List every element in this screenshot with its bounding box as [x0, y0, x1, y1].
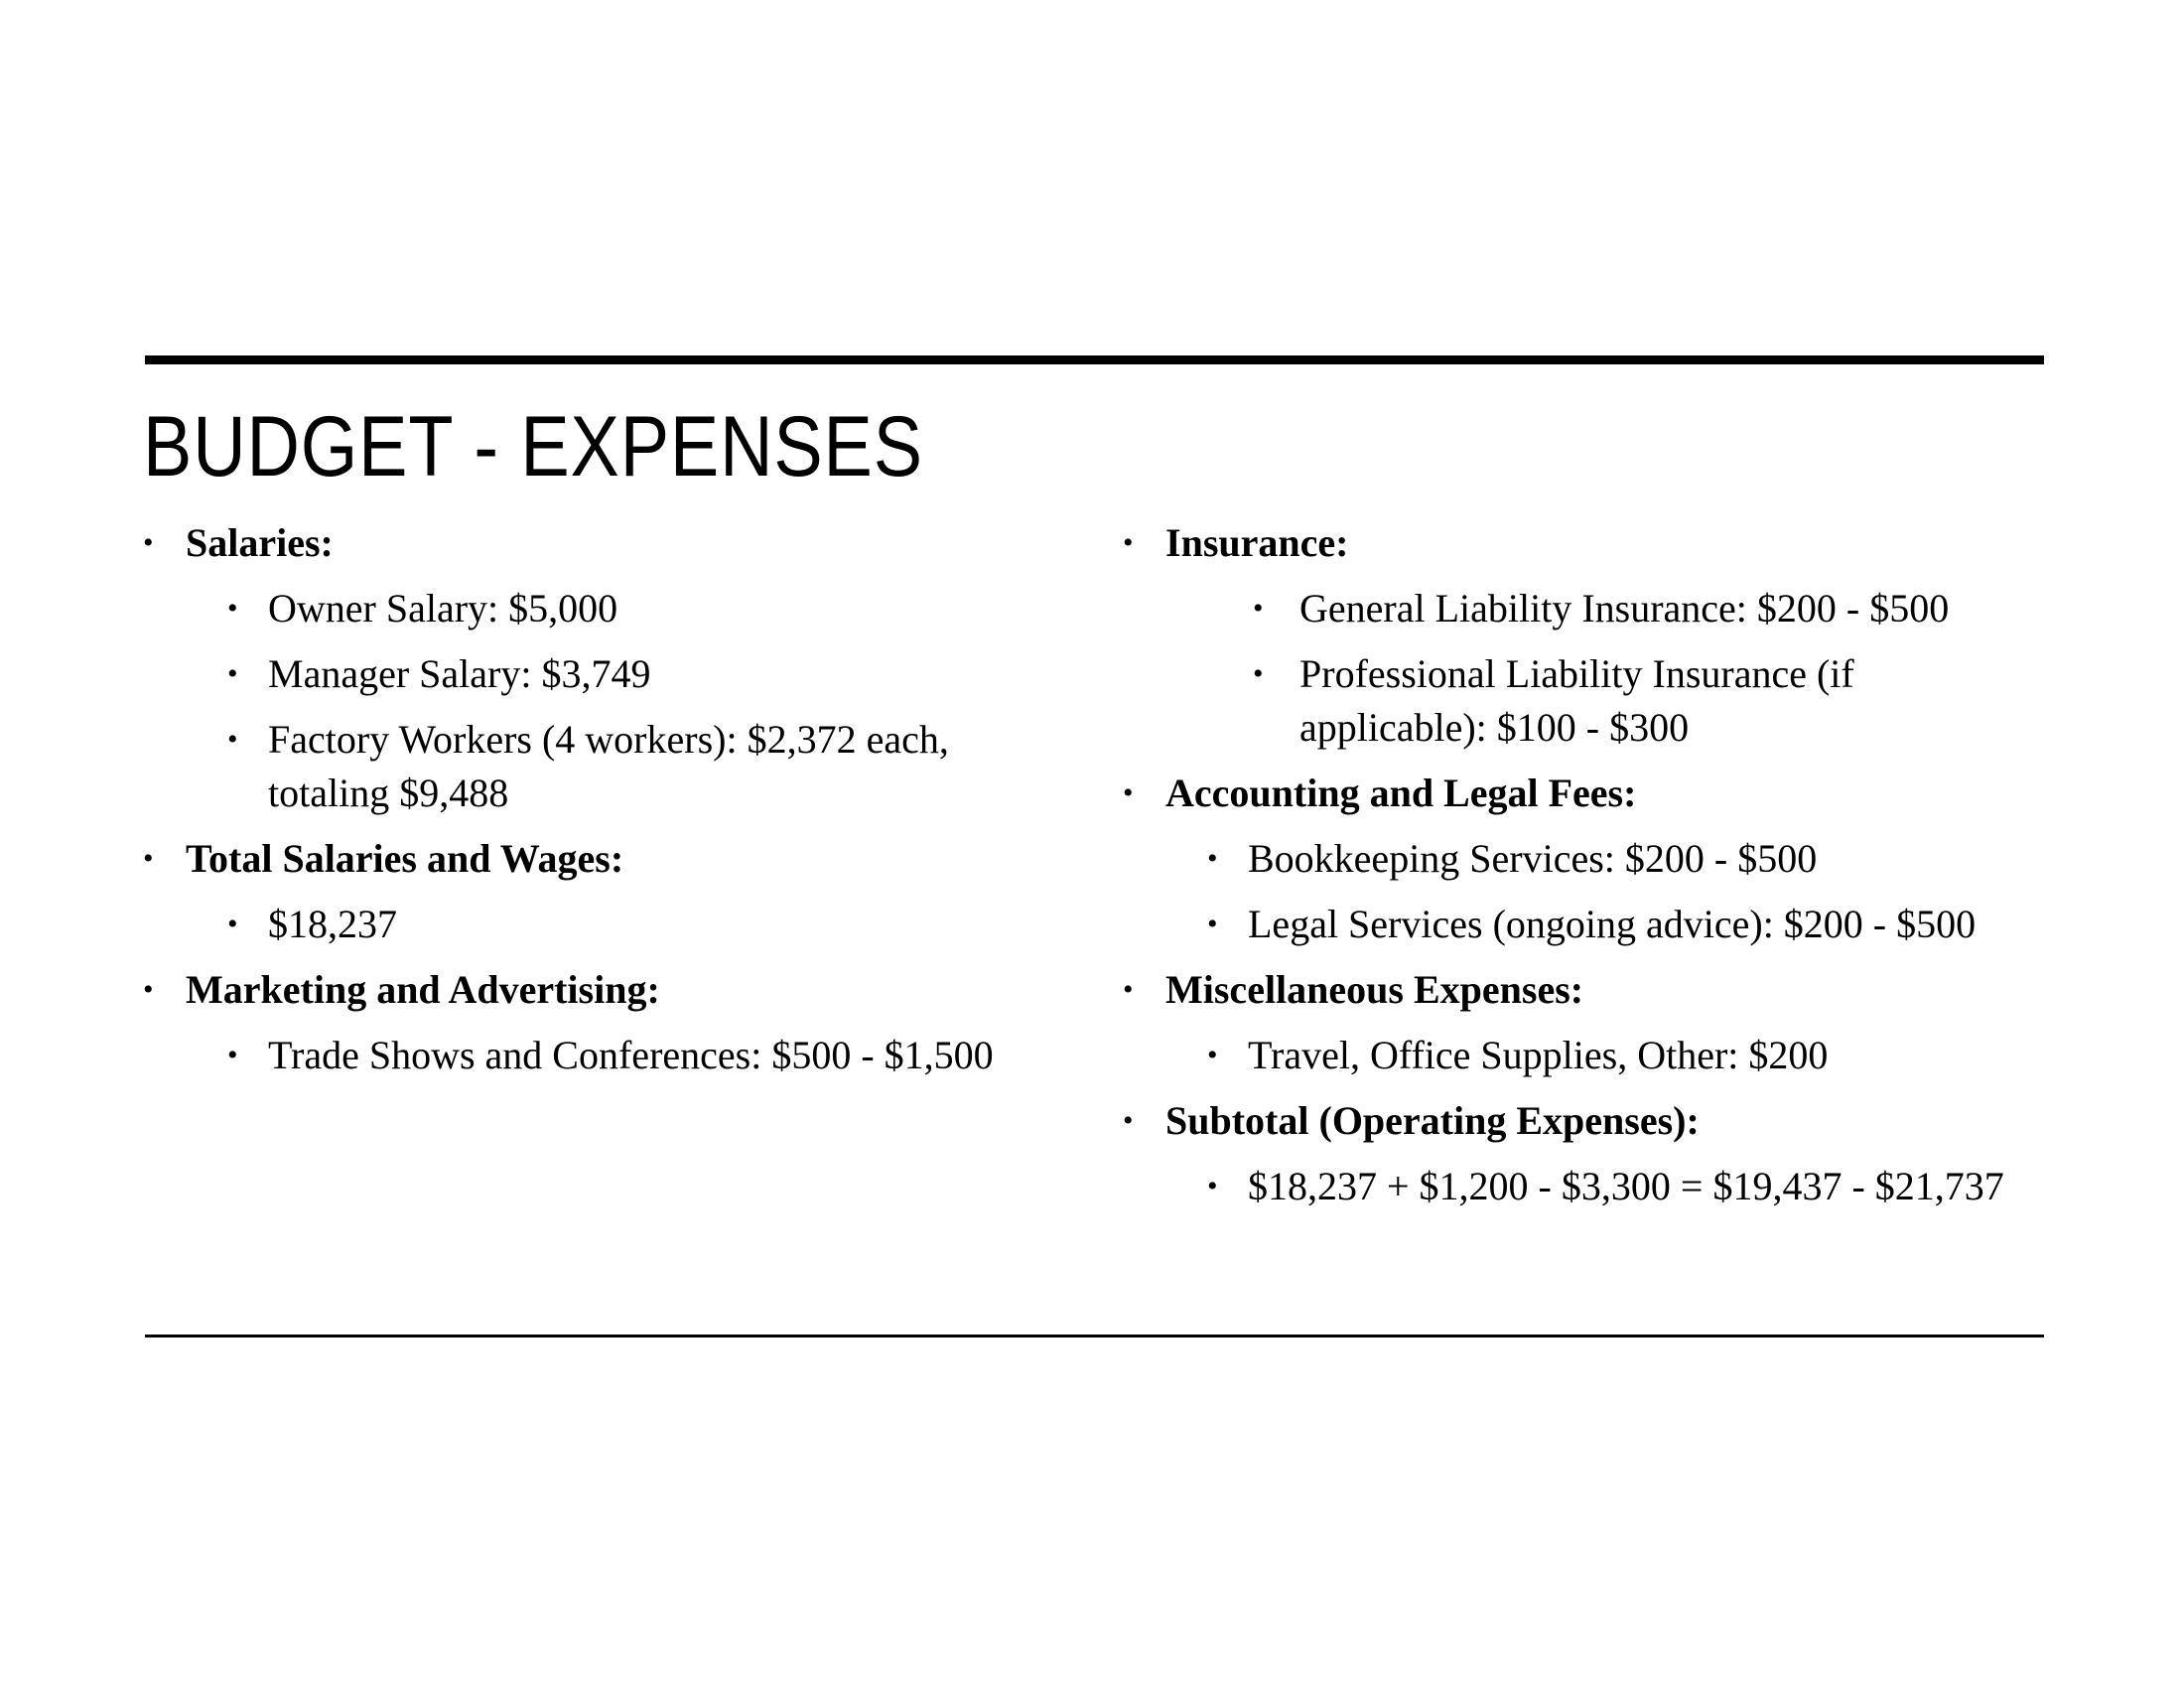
section-heading: Subtotal (Operating Expenses):: [1165, 1098, 1700, 1143]
sub-list-item: • Travel, Office Supplies, Other: $200: [1165, 1029, 2056, 1082]
bullet-icon: •: [143, 842, 154, 875]
section-heading: Marketing and Advertising:: [186, 967, 660, 1012]
sub-list-item: • Professional Liability Insurance (if applicable): $100 - $300: [1165, 647, 1935, 755]
right-column: [1123, 516, 2056, 1225]
sub-list: [186, 582, 1096, 820]
slide-title: BUDGET - EXPENSES: [143, 399, 923, 494]
bullet-icon: •: [1207, 1170, 1218, 1202]
sub-list: [1165, 832, 2056, 951]
bullet-icon: •: [1207, 1039, 1218, 1071]
section-heading: Salaries:: [186, 520, 334, 565]
bullet-icon: •: [227, 592, 238, 625]
sub-list-item: • $18,237: [186, 898, 1096, 951]
bullet-icon: •: [1253, 657, 1264, 690]
list-item-subtotal: [1123, 1094, 2056, 1213]
sub-list-item: • Legal Services (ongoing advice): $200 - $500: [1165, 898, 2056, 951]
bullet-icon: •: [227, 723, 238, 756]
bullet-icon: •: [227, 657, 238, 690]
list-item-total-salaries: [143, 832, 1096, 951]
bullet-icon: •: [1123, 973, 1134, 1006]
bottom-rule: [145, 1335, 2044, 1337]
list-item-marketing: [143, 963, 1096, 1082]
sub-list: [186, 898, 1096, 951]
sub-list-item: • Factory Workers (4 workers): $2,372 each, totaling $9,488: [186, 713, 1023, 820]
sub-list: [1165, 1029, 2056, 1082]
bullet-icon: •: [1123, 1104, 1134, 1137]
section-heading: Accounting and Legal Fees:: [1165, 771, 1637, 815]
bullet-icon: •: [1207, 908, 1218, 940]
left-list: [143, 516, 1096, 1082]
section-heading: Insurance:: [1165, 520, 1349, 565]
bullet-icon: •: [1253, 592, 1264, 625]
sub-list-item: • General Liability Insurance: $200 - $500: [1165, 582, 2056, 635]
sub-list-item: • Bookkeeping Services: $200 - $500: [1165, 832, 2056, 886]
sub-list-item: • Trade Shows and Conferences: $500 - $1,500: [186, 1029, 1096, 1082]
bullet-icon: •: [143, 526, 154, 559]
bullet-icon: •: [143, 973, 154, 1006]
left-column: [143, 516, 1096, 1094]
list-item-misc: [1123, 963, 2056, 1082]
bullet-icon: •: [1207, 842, 1218, 875]
sub-list: [1165, 1160, 2056, 1213]
list-item-accounting: [1123, 767, 2056, 951]
list-item-insurance: [1123, 516, 2056, 755]
list-item-salaries: [143, 516, 1096, 820]
right-list: [1123, 516, 2056, 1213]
bullet-icon: •: [227, 1039, 238, 1071]
bullet-icon: •: [1123, 526, 1134, 559]
sub-list: [186, 1029, 1096, 1082]
top-rule: [145, 355, 2044, 364]
bullet-icon: •: [227, 908, 238, 940]
sub-list-item: • $18,237 + $1,200 - $3,300 = $19,437 - $21,737: [1165, 1160, 2056, 1213]
section-heading: Total Salaries and Wages:: [186, 836, 624, 881]
sub-list: [1165, 582, 2056, 755]
sub-list-item: • Manager Salary: $3,749: [186, 647, 1096, 701]
bullet-icon: •: [1123, 776, 1134, 809]
sub-list-item: • Owner Salary: $5,000: [186, 582, 1096, 635]
section-heading: Miscellaneous Expenses:: [1165, 967, 1584, 1012]
